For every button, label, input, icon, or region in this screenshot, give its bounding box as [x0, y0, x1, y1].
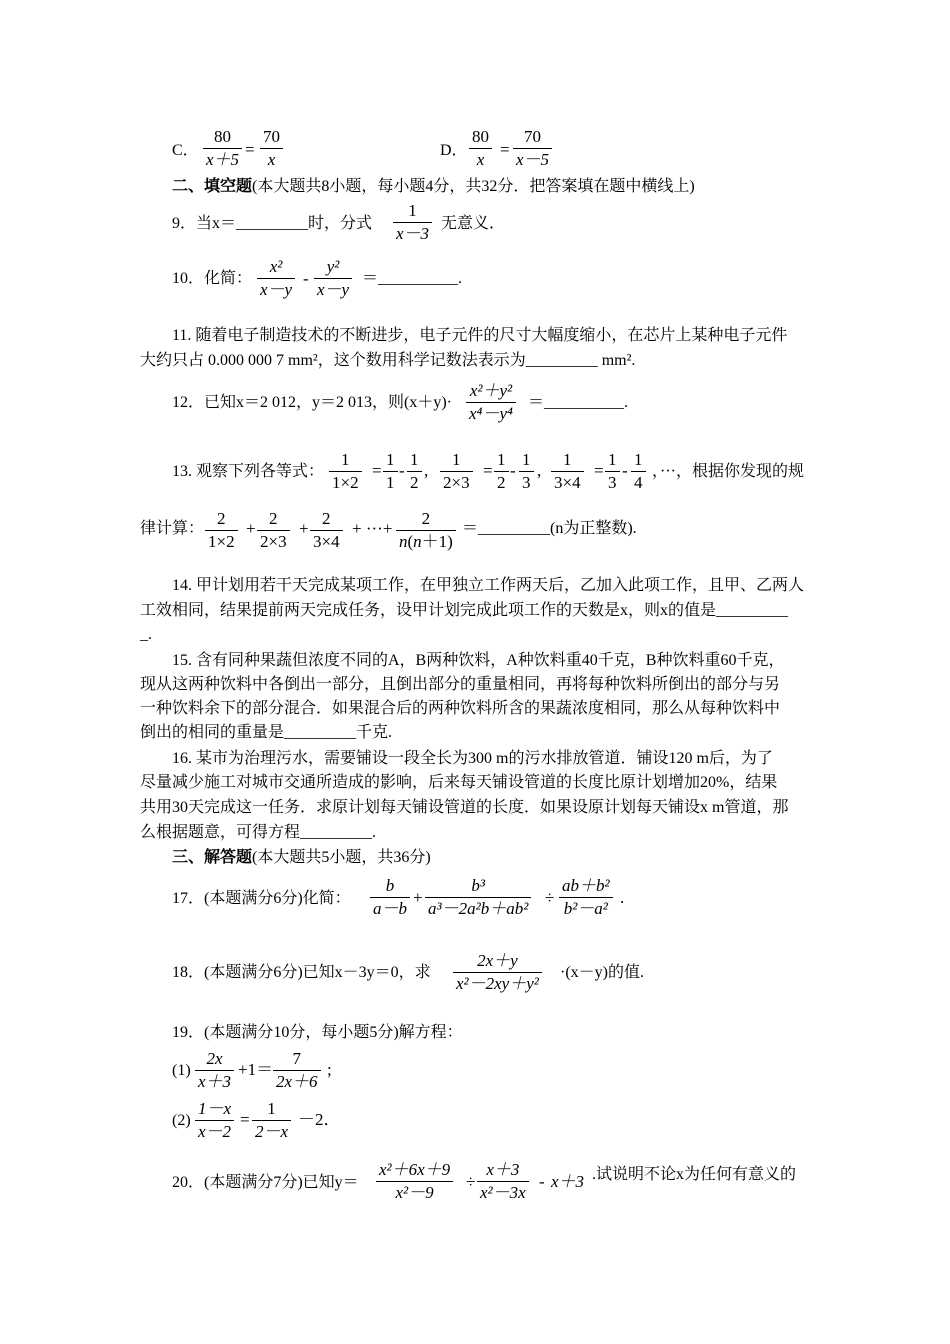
section3-title: 三、解答题 — [172, 849, 253, 866]
section2-note: (本大题共8小题，每小题4分，共32分．把答案填在题中横线上) — [252, 178, 695, 195]
q20-fraction-1: x²＋6x＋9 x²－9 — [376, 1159, 453, 1204]
q19-part1-fraction-1: 2x x＋3 — [195, 1048, 234, 1093]
q13-line2-post: ＝_________(n为正整数). — [462, 520, 637, 537]
section3-note: (本大题共5小题，共36分) — [252, 849, 431, 866]
document-page: C． 80 x＋5 = 70 x D． 80 x = 70 x－5 二、填空题(本大题共8小题，每小题4分，共32分．把答案填在题中横线上) 9．当x＝_________时，分式 1 x－3 无意义． 10．化简： x² x－y - y² x－y ＝__________. 11. 随着电子制造技术的不断进步，电子元件的尺寸大幅度缩小，在芯片上某种电子元件 大约只占 0.000 000 7 mm²，这个数用科学记数法表示为_________ mm². 12．已知x＝2 012，y＝2 013，则(x＋y)· x²＋y² x⁴－y⁴ ＝__________. 13. 观察下列各等式： 1 1×2 = 1 1 - 1 2 , 1 2×3 = 1 2 - 1 3 , 1 3×4 = 1 3 - 1 4 ，···，根据你发现的规 律计算： 2 1×2 + 2 2×3 + 2 3×4 + ···+ 2 n(n＋1) ＝_________(n为正整数). 14. 甲计划用若干天完成某项工作，在甲独立工作两天后，乙加入此项工作，且甲、乙两人 工效相同，结果提前两天完成任务，设甲计划完成此项工作的天数是x，则x的值是_________ _. 15. 含有同种果蔬但浓度不同的A，B两种饮料，A种饮料重40千克，B种饮料重60千克， 现从这两种饮料中各倒出一部分，且倒出部分的重量相同，再将每种饮料所倒出的部分与另 一种饮料余下的部分混合．如果混合后的两种饮料所含的果蔬浓度相同，那么从每种饮料中 倒出的相同的重量是_________千克. 16. 某市为治理污水，需要铺设一段全长为300 m的污水排放管道．铺设120 m后，为了 尽量减少施工对城市交通所造成的影响，后来每天铺设管道的长度比原计划增加20%，结果 共用30天完成这一任务．求原计划每天铺设管道的长度．如果设原计划每天铺设x m管道，那 么根据题意，可得方程_________. 三、解答题(本大题共5小题，共36分) 17．(本题满分6分)化简： b a－b + b³ a³－2a²b＋ab² ÷ ab＋b² b²－a² . 18．(本题满分6分)已知x－3y＝0，求 2x＋y x²－2xy＋y² ·(x－y)的值. 19．(本题满分10分，每小题5分)解方程： (1) 2x x＋3 +1＝ 7 2x＋6 ; (2) 1－x x－2 = 1 2－x －2． 20．(本题满分7分)已知y＝ x²＋6x＋9 x²－9 ÷ x＋3 x²－3x - x＋3 .试说明不论x为任何有意义的 — [140, 127, 805, 1202]
q13-eq2-b: 1 3 — [519, 449, 534, 494]
q13-eq2-a: 1 2 — [494, 449, 509, 494]
q19-part2-post: －2． — [298, 1110, 341, 1129]
q14-line2: 工效相同，结果提前两天完成任务，设甲计划完成此项工作的天数是x，则x的值是_________ — [140, 602, 789, 619]
q19-part2-fraction-1: 1－x x－2 — [195, 1098, 234, 1143]
q13-sum-term-n: 2 n(n＋1) — [396, 508, 456, 553]
q18-fraction: 2x＋y x²－2xy＋y² — [453, 950, 542, 995]
q8-c-left-fraction: 80 x＋5 — [203, 126, 242, 171]
q8-c-right-fraction: 70 x — [260, 126, 283, 171]
q17-post: . — [620, 888, 625, 907]
q13-post: ，···，根据你发现的规 — [652, 463, 804, 480]
q13-eq3-b: 1 4 — [631, 449, 646, 494]
section3-header — [172, 847, 431, 869]
q12-fraction: x²＋y² x⁴－y⁴ — [466, 380, 516, 425]
q13-eq1-left: 1 1×2 — [329, 449, 362, 494]
q9-fraction: 1 x－3 — [393, 200, 432, 245]
q15-line1: 15. 含有同种果蔬但浓度不同的A，B两种饮料，A种饮料重40千克，B种饮料重60千克， — [172, 652, 785, 669]
q8-d-label: D． — [440, 142, 468, 159]
q19-part2-fraction-2: 1 2－x — [252, 1098, 291, 1143]
q17-fraction-1: b a－b — [370, 875, 410, 920]
q8-d-right-fraction: 70 x－5 — [513, 126, 552, 171]
q16-line3: 共用30天完成这一任务．求原计划每天铺设管道的长度．如果设原计划每天铺设x m管道，那 — [140, 799, 789, 816]
q20-post: .试说明不论x为任何有意义的 — [592, 1166, 797, 1183]
q9-post: 无意义． — [441, 215, 506, 232]
q13-eq1-a: 1 1 — [383, 449, 398, 494]
q10-fraction-1: x² x－y — [257, 256, 295, 301]
q12-text: 12．已知x＝2 012，y＝2 013，则(x＋y)· — [172, 394, 452, 411]
q14-line3: _. — [140, 626, 152, 643]
q13-eq3-a: 1 3 — [605, 449, 620, 494]
section2-header — [172, 176, 695, 198]
q19-part1-label: (1) — [172, 1062, 191, 1079]
q10-post: ＝__________. — [362, 270, 463, 287]
q10-fraction-2: y² x－y — [314, 256, 352, 301]
q16-line2: 尽量减少施工对城市交通所造成的影响，后来每天铺设管道的长度比原计划增加20%，结果 — [140, 774, 778, 791]
q16-line4: 么根据题意，可得方程_________. — [140, 824, 377, 841]
q8-c-label: C． — [172, 142, 199, 159]
q15-line4: 倒出的相同的重量是_________千克. — [140, 724, 393, 741]
q13-sum-term-1: 2 1×2 — [205, 508, 238, 553]
q13-text: 13. 观察下列各等式： — [172, 463, 325, 480]
section2-title: 二、填空题 — [172, 178, 253, 195]
q13-sum-term-2: 2 2×3 — [257, 508, 290, 553]
q15-line2: 现从这两种饮料中各倒出一部分，且倒出部分的重量相同，再将每种饮料所倒出的部分与另 — [140, 676, 781, 693]
q20-fraction-2: x＋3 x²－3x — [477, 1159, 529, 1204]
q9-text: 9．当x＝_________时，分式 — [172, 215, 373, 232]
q18-text: 18．(本题满分6分)已知x－3y＝0，求 — [172, 964, 431, 981]
q17-text: 17．(本题满分6分)化简： — [172, 890, 351, 907]
q18-post: ·(x－y)的值. — [560, 964, 644, 981]
q13-sum-term-3: 2 3×4 — [310, 508, 343, 553]
q13-eq2-left: 1 2×3 — [440, 449, 473, 494]
q13-eq3-left: 1 3×4 — [551, 449, 584, 494]
q17-fraction-2: b³ a³－2a²b＋ab² — [425, 875, 531, 920]
q10-text: 10．化简： — [172, 270, 253, 287]
q20-tail: x＋3 — [551, 1172, 585, 1191]
q19-part2-label: (2) — [172, 1112, 191, 1129]
q17-fraction-3: ab＋b² b²－a² — [559, 875, 613, 920]
q11-line2: 大约只占 0.000 000 7 mm²，这个数用科学记数法表示为_________ mm². — [140, 352, 636, 369]
q19-heading: 19．(本题满分10分，每小题5分)解方程： — [172, 1024, 463, 1041]
q14-line1: 14. 甲计划用若干天完成某项工作，在甲独立工作两天后，乙加入此项工作，且甲、乙两人 — [172, 577, 805, 594]
q13-line2-text: 律计算： — [140, 520, 205, 537]
q12-post: ＝__________. — [528, 394, 629, 411]
q20-text: 20．(本题满分7分)已知y＝ — [172, 1174, 359, 1191]
q11-line1: 11. 随着电子制造技术的不断进步，电子元件的尺寸大幅度缩小，在芯片上某种电子元件 — [172, 327, 788, 344]
q15-line3: 一种饮料余下的部分混合．如果混合后的两种饮料所含的果蔬浓度相同，那么从每种饮料中 — [140, 700, 781, 717]
q8-d-left-fraction: 80 x — [469, 126, 492, 171]
q16-line1: 16. 某市为治理污水，需要铺设一段全长为300 m的污水排放管道．铺设120 m后，为了 — [172, 750, 773, 767]
q13-eq1-b: 1 2 — [407, 449, 422, 494]
q19-part1-fraction-2: 7 2x＋6 — [273, 1048, 321, 1093]
